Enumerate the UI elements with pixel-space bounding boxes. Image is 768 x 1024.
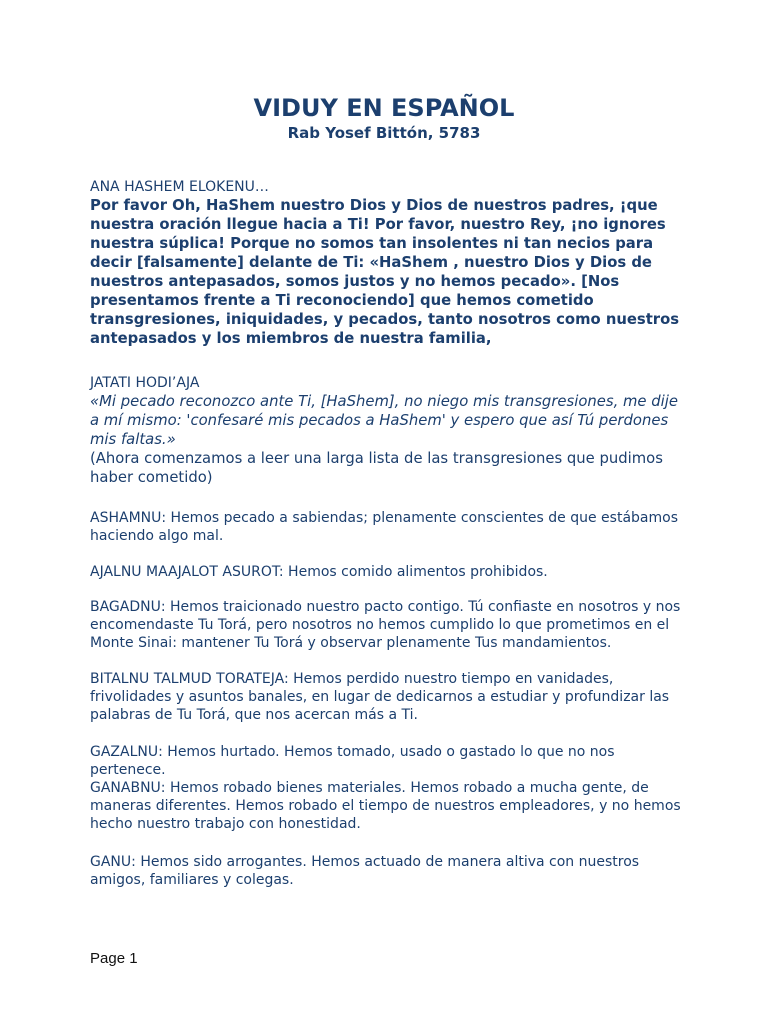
entry-text	[90, 853, 690, 889]
entry-bitalnu	[90, 670, 690, 724]
intro-section	[90, 178, 690, 348]
entry-text	[90, 779, 690, 833]
entry-gazalnu	[90, 743, 690, 779]
jatati-section	[90, 374, 690, 487]
document-title: VIDUY EN ESPAÑOL	[253, 94, 515, 122]
entry-ajalnu	[90, 563, 690, 581]
entry-term: GANABNU:	[90, 780, 166, 796]
entry-term: BAGADNU:	[90, 599, 166, 615]
document-subtitle: Rab Yosef Bittón, 5783	[287, 124, 481, 142]
entry-body: Hemos robado bienes materiales. Hemos robado a mucha gente, de maneras diferentes. Hemos robado el tiempo de nuestros empleadores, y no hemos hecho nuestro trabajo con honestidad.	[90, 780, 681, 832]
entry-ashamnu	[90, 509, 690, 545]
intro-heading: ANA HASHEM ELOKENU…	[90, 179, 269, 195]
jatati-note: (Ahora comenzamos a leer una larga lista de las transgresiones que pudimos haber cometido)	[90, 450, 663, 486]
entry-body: Hemos pecado a sabiendas; plenamente conscientes de que estábamos haciendo algo mal.	[90, 510, 678, 544]
entry-text	[90, 563, 690, 581]
entry-text	[90, 509, 690, 545]
intro-text: Por favor Oh, HaShem nuestro Dios y Dios de nuestros padres, ¡que nuestra oración llegue hacia a Ti! Por favor, nuestro Rey, ¡no ignores nuestra súplica! Porque no somos tan insolentes ni tan necios para decir [falsamente] delante de Ti: «HaShem , nuestro Dios y Dios de nuestros antepasados, somos justos y no hemos pecado». [Nos presentamos frente a Ti reconociendo] que hemos cometido transgresiones, iniquidades, y pecados, tanto nosotros como nuestros antepasados y los miembros de nuestra familia,	[90, 197, 680, 347]
page-number: Page 1	[90, 950, 138, 967]
entry-body: Hemos sido arrogantes. Hemos actuado de manera altiva con nuestros amigos, familiares y colegas.	[90, 854, 640, 888]
entry-text	[90, 743, 690, 779]
entry-body: Hemos perdido nuestro tiempo en vanidades, frivolidades y asuntos banales, en lugar de dedicarnos a estudiar y profundizar las palabras de Tu Torá, que nos acercan más a Ti.	[90, 671, 670, 723]
jatati-quote: «Mi pecado reconozco ante Ti, [HaShem], no niego mis transgresiones, me dije a mí mismo: 'confesaré mis pecados a HaShem' y espero que así Tú perdones mis faltas.»	[90, 393, 678, 448]
entry-term: GANU:	[90, 854, 136, 870]
entry-text	[90, 670, 690, 724]
jatati-heading: JATATI HODI’AJA	[90, 375, 200, 391]
entry-bagadnu	[90, 598, 690, 652]
entry-term: ASHAMNU:	[90, 510, 167, 526]
entry-text	[90, 598, 690, 652]
entry-term: BITALNU TALMUD TORATEJA:	[90, 671, 289, 687]
entry-body: Hemos hurtado. Hemos tomado, usado o gastado lo que no nos pertenece.	[90, 744, 615, 778]
entry-term: GAZALNU:	[90, 744, 163, 760]
entry-ganabnu	[90, 779, 690, 833]
entry-body: Hemos comido alimentos prohibidos.	[283, 564, 548, 580]
entry-body: Hemos traicionado nuestro pacto contigo. Tú confiaste en nosotros y nos encomendaste Tu Torá, pero nosotros no hemos cumplido lo que prometimos en el Monte Sinai: mantener Tu Torá y observar plenamente Tus mandamientos.	[90, 599, 681, 651]
entry-ganu	[90, 853, 690, 889]
entry-term: AJALNU MAAJALOT ASUROT:	[90, 564, 284, 580]
